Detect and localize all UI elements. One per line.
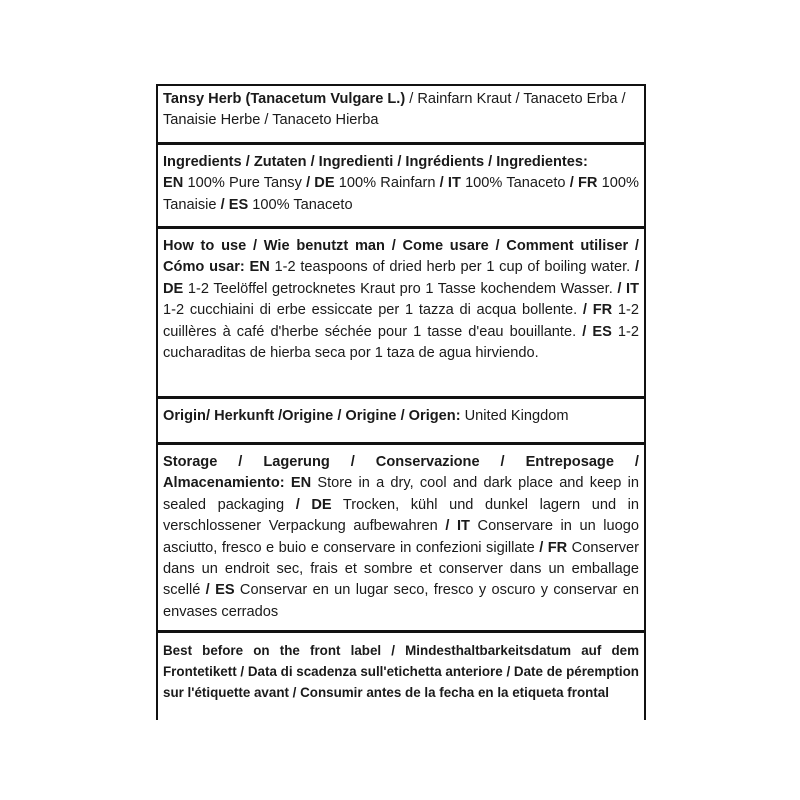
lang-code-fr: / FR — [582, 302, 613, 319]
lang-code-en: EN — [163, 175, 184, 192]
best-before-text: Best before on the front label / Mindesthaltbarkeitsdatum auf dem Frontetikett / Data di scadenza sull'etichetta anteriore / Date de péremption sur l'étiquette avant / Consumir antes de la fecha en la etiqueta frontal — [163, 643, 639, 701]
ingredients-it: 100% Tanaceto — [460, 175, 570, 192]
storage-de: Trocken, kühl und dunkel lagern und in verschlossener Verpackung aufbewahren — [163, 496, 640, 535]
lang-code-de: / DE — [295, 496, 332, 513]
usage-it: 1-2 cucchiaini di erbe essiccate per 1 tazza di acqua bollente. — [163, 302, 583, 319]
usage-es: 1-2 cucharaditas de hierba seca por 1 taza de agua hirviendo. — [163, 323, 640, 362]
lang-code-es: / ES — [582, 323, 612, 340]
product-name-translations: / Rainfarn Kraut / Tanaceto Erba / Tanaisie Herbe / Tanaceto Hierba — [163, 91, 626, 129]
usage-de: 1-2 Teelöffel getrocknetes Kraut pro 1 Tasse kochendem Wasser. — [183, 280, 618, 297]
best-before-section — [158, 640, 644, 704]
divider — [158, 142, 644, 145]
ingredients-en: 100% Pure Tansy — [183, 175, 307, 192]
ingredients-de: 100% Rainfarn — [334, 175, 440, 192]
lang-code-fr: / FR — [569, 175, 598, 192]
lang-code-es: / ES — [205, 582, 235, 599]
lang-code-fr: / FR — [539, 539, 568, 556]
divider — [158, 630, 644, 633]
lang-code-de: / DE — [306, 175, 335, 192]
lang-code-en: EN — [244, 259, 270, 276]
ingredients-fr: 100% Tanaisie — [163, 175, 639, 213]
divider — [158, 226, 644, 229]
product-name-bold: Tansy Herb (Tanacetum Vulgare L.) — [163, 91, 406, 107]
lang-code-it: / IT — [439, 175, 461, 192]
divider — [158, 396, 644, 399]
storage-heading: Storage / Lagerung / Conservazione / Entreposage / Almacenamiento: — [163, 454, 639, 492]
storage-section — [158, 452, 644, 623]
storage-en: Store in a dry, cool and dark place and keep in sealed packaging — [163, 475, 639, 513]
storage-es: Conservar en un lugar seco, fresco y oscuro y conservar en envases cerrados — [163, 582, 640, 620]
storage-fr: Conserver dans un endroit sec, frais et sombre et conserver dans un emballage scellé — [163, 539, 640, 599]
ingredients-es: 100% Tanaceto — [248, 196, 353, 213]
origin-value: United Kingdom — [460, 408, 569, 424]
usage-fr: 1-2 cuillères à café d'herbe séchée pour 1 tasse d'eau bouillante. — [163, 302, 639, 340]
usage-heading: How to use / Wie benutzt man / Come usare / Comment utiliser / Cómo usar: — [163, 238, 639, 276]
usage-en: 1-2 teaspoons of dried herb per 1 cup of boiling water. — [269, 259, 635, 276]
lang-code-es: / ES — [220, 196, 249, 213]
ingredients-section — [158, 152, 644, 216]
lang-code-en: EN — [284, 475, 312, 492]
divider — [158, 442, 644, 445]
ingredients-heading: Ingredients / Zutaten / Ingredienti / Ingrédients / Ingredientes: — [163, 154, 588, 170]
lang-code-de: / DE — [163, 259, 640, 297]
product-name-section — [158, 89, 644, 132]
lang-code-it: / IT — [617, 280, 639, 297]
origin-heading: Origin/ Herkunft /Origine / Origine / Origen: — [163, 408, 461, 424]
usage-section — [158, 236, 644, 364]
lang-code-it: / IT — [445, 518, 470, 535]
origin-section — [158, 406, 644, 427]
product-label — [156, 84, 646, 720]
storage-it: Conservare in un luogo asciutto, fresco e buio e conservare in confezioni sigillate — [163, 518, 639, 556]
